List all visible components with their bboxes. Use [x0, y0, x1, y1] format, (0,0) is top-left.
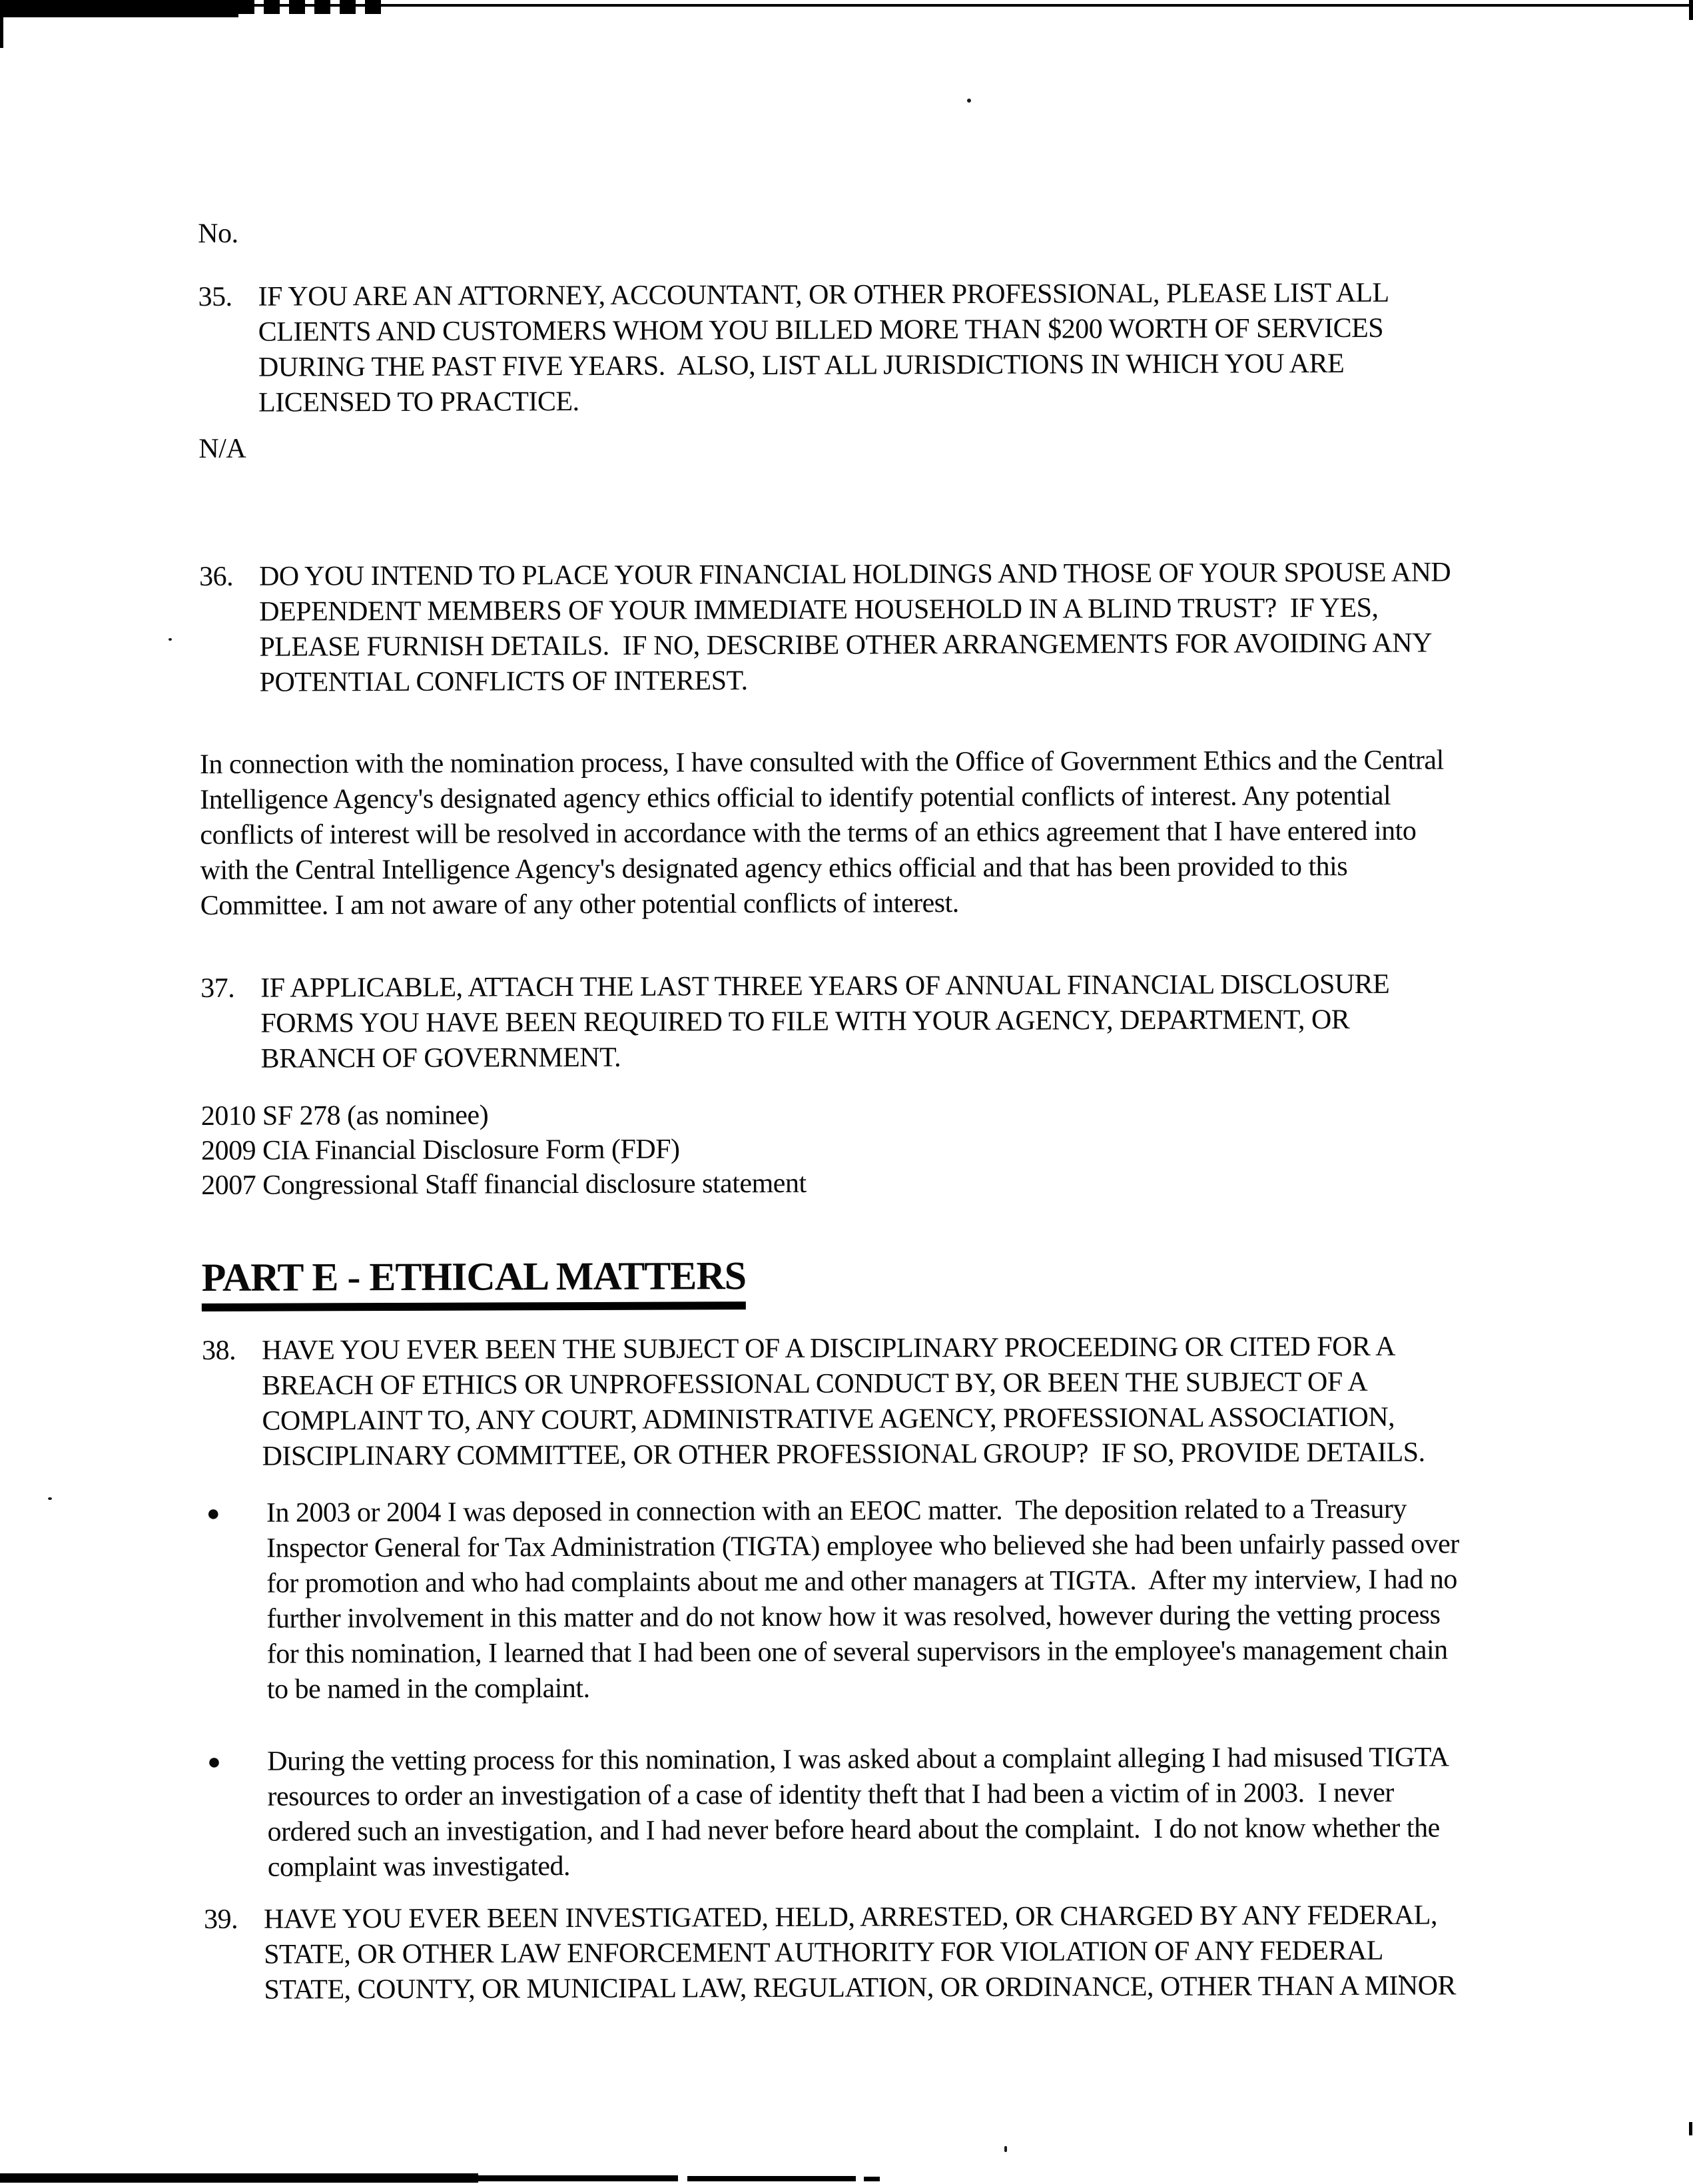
answer-38-bullet-2-text: During the vetting process for this nomination, I was asked about a complaint alleging I had misused TIGTA resources to order an investigation of a case of identity theft that I had been a victim of in 2003. I never ordered such an investigation, and I had never before heard about the complaint. I do not know whether the complaint was investigated. — [267, 1742, 1449, 1883]
scan-artifact-left-edge — [0, 0, 3, 48]
answer-35: N/A — [198, 433, 246, 464]
document-content — [197, 0, 1570, 2008]
question-39-number: 39. — [203, 1904, 238, 1935]
answer-38-bullet-1-text: In 2003 or 2004 I was deposed in connection with an EEOC matter. The deposition related to a Treasury Inspector General for Tax Administration (TIGTA) employee who believed she had been unfairly passed over for promotion and who had complaints about me and other managers at TIGTA. After my interview, I had no further involvement in this matter and do not know how it was resolved, however during the vetting process for this nomination, I learned that I had been one of several supervisors in the employee's management chain to be named in the complaint. — [266, 1493, 1459, 1705]
question-37 — [200, 966, 1566, 1077]
question-39-text: HAVE YOU EVER BEEN INVESTIGATED, HELD, ARRESTED, OR CHARGED BY ANY FEDERAL, STATE, OR OTHER LAW ENFORCEMENT AUTHORITY FOR VIOLATION OF ANY FEDERAL STATE, COUNTY, OR MUNICIPAL LAW, REGULATION, OR ORDINANCE, OTHER THAN A MINOR — [263, 1900, 1457, 2005]
part-e-heading: PART E - ETHICAL MATTERS — [202, 1256, 747, 1311]
scan-artifact-bottom-bar — [687, 2176, 856, 2181]
scan-artifact-bottom-bar — [478, 2175, 678, 2181]
question-36-number: 36. — [198, 561, 234, 592]
scan-artifact-bottom-bar — [0, 2173, 478, 2183]
question-35 — [198, 275, 1564, 421]
scan-speck — [169, 638, 172, 641]
question-35-text: IF YOU ARE AN ATTORNEY, ACCOUNTANT, OR OTHER PROFESSIONAL, PLEASE LIST ALL CLIENTS AND CUSTOMERS WHOM YOU BILLED MORE THAN $200 WORTH OF SERVICES DURING THE PAST FIVE YEARS. ALSO, LIST ALL JURISDICTIONS IN WHICH YOU ARE LICENSED TO PRACTICE. — [258, 277, 1389, 418]
disclosure-item-2010: 2010 SF 278 (as nominee) — [200, 1100, 489, 1132]
question-36 — [199, 555, 1565, 701]
question-36-text: DO YOU INTEND TO PLACE YOUR FINANCIAL HOLDINGS AND THOSE OF YOUR SPOUSE AND DEPENDENT MEMBERS OF YOUR IMMEDIATE HOUSEHOLD IN A BLIND TRUST? IF YES, PLEASE FURNISH DETAILS. IF NO, DESCRIBE OTHER ARRANGEMENTS FOR AVOIDING ANY POTENTIAL CONFLICTS OF INTEREST. — [258, 557, 1451, 698]
previous-question-answer: No. — [198, 218, 238, 249]
question-35-number: 35. — [198, 281, 232, 312]
answer-38-bullet-2 — [203, 1740, 1569, 1886]
answer-37-list — [201, 1094, 1567, 1203]
scan-speck — [48, 1497, 52, 1500]
scan-artifact-right-corner — [1689, 0, 1693, 20]
part-e-section — [202, 1253, 1567, 1311]
disclosure-item-2009: 2009 CIA Financial Disclosure Form (FDF) — [200, 1134, 680, 1166]
answer-36-paragraph: In connection with the nomination process, I have consulted with the Office of Government Ethics and the Central Intelligence Agency's designated agency ethics official to identify potential conflicts of interest. Any potential conflicts of interest will be resolved in accordance with the terms of an ethics agreement that I have entered into with the Central Intelligence Agency's designated agency ethics official and that has been provided to this Committee. I am not aware of any other potential conflicts of interest. — [199, 745, 1444, 921]
scan-artifact-right-edge — [1689, 2122, 1692, 2135]
question-37-number: 37. — [200, 972, 235, 1004]
scan-artifact-bottom-dash — [864, 2177, 880, 2181]
question-38-number: 38. — [201, 1335, 236, 1366]
bullet-icon: ● — [207, 1749, 221, 1774]
answer-38-bullet-1 — [202, 1491, 1568, 1708]
question-37-text: IF APPLICABLE, ATTACH THE LAST THREE YEARS OF ANNUAL FINANCIAL DISCLOSURE FORMS YOU HAVE BEEN REQUIRED TO FILE WITH YOUR AGENCY, DEPARTMENT, OR BRANCH OF GOVERNMENT. — [260, 968, 1390, 1074]
question-39 — [204, 1898, 1570, 2008]
question-38 — [202, 1329, 1568, 1475]
scan-speck — [1004, 2146, 1007, 2152]
bullet-icon: ● — [206, 1501, 220, 1526]
disclosure-item-2007: 2007 Congressional Staff financial disclosure statement — [201, 1168, 807, 1201]
question-38-text: HAVE YOU EVER BEEN THE SUBJECT OF A DISCIPLINARY PROCEEDING OR CITED FOR A BREACH OF ETHICS OR UNPROFESSIONAL CONDUCT BY, OR BEEN THE SUBJECT OF A COMPLAINT TO, ANY COURT, ADMINISTRATIVE AGENCY, PROFESSIONAL ASSOCIATION, DISCIPLINARY COMMITTEE, OR OTHER PROFESSIONAL GROUP? IF SO, PROVIDE DETAILS. — [261, 1331, 1425, 1472]
